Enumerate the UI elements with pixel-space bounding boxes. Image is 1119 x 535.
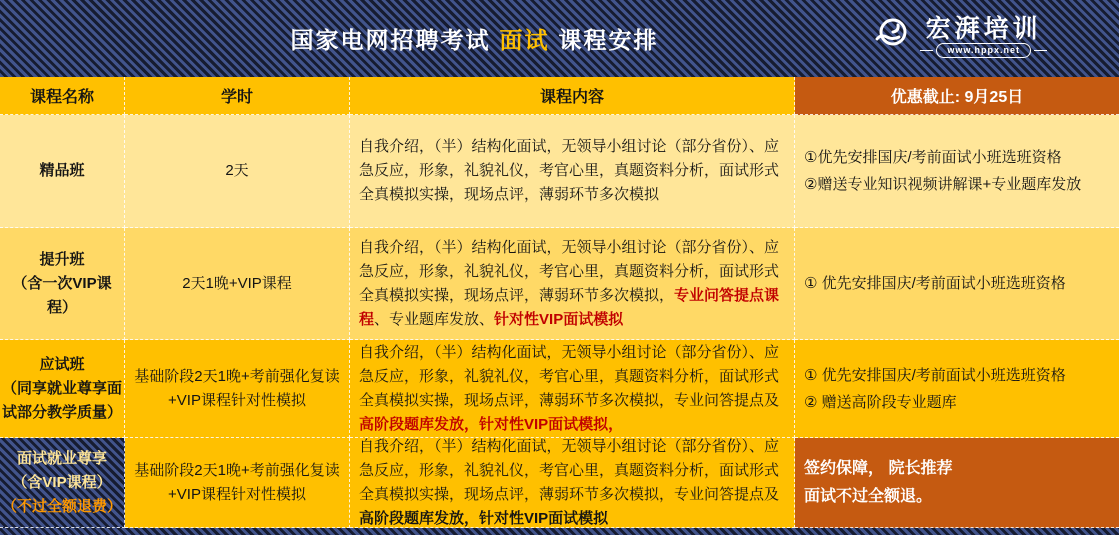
swirl-cloud-icon	[873, 15, 911, 58]
content-vip: 自我介绍，（半）结构化面试，无领导小组讨论（部分省份）、应急反应，形象，礼貌礼仪，考官心里，真题资料分析，面试形式全真模拟实操，现场点评，薄弱环节多次模拟，专业问答提点及高阶段题库发放，针对性VIP面试模拟	[350, 438, 795, 528]
content-jingpin: 自我介绍，（半）结构化面试，无领导小组讨论（部分省份）、应急反应，形象，礼貌礼仪，考官心里，真题资料分析，面试形式全真模拟实操，现场点评，薄弱环节多次模拟	[350, 115, 795, 228]
header-content: 课程内容	[350, 77, 795, 115]
hours-jingpin: 2天	[125, 115, 350, 228]
header-hours: 学时	[125, 77, 350, 115]
title-highlight: 面试	[499, 27, 550, 53]
logo-url-row	[920, 43, 1047, 58]
title-suffix: 课程安排	[558, 27, 659, 53]
logo-url: www.hppx.net	[936, 43, 1031, 58]
brand-logo	[873, 15, 1047, 58]
course-table	[0, 77, 1119, 528]
logo-brand: 宏湃培训	[925, 14, 1042, 43]
benefit-line: ① 优先安排国庆/考前面试小班选班资格	[804, 275, 1066, 292]
benefits-jingpin	[795, 115, 1119, 228]
header-course-name: 课程名称	[0, 77, 125, 115]
benefits-vip	[795, 438, 1119, 528]
refund-note: （不过全额退费）	[2, 497, 123, 515]
benefit-line: ② 赠送高阶段专业题库	[804, 393, 957, 411]
course-name-vip: 面试就业尊享 （含VIP课程） （不过全额退费）	[0, 438, 125, 528]
benefits-tisheng	[795, 228, 1119, 340]
course-name-jingpin: 精品班	[0, 115, 125, 228]
benefit-line: 面试不过全额退。	[804, 487, 933, 505]
content-yingshi: 自我介绍，（半）结构化面试，无领导小组讨论（部分省份）、应急反应，形象，礼貌礼仪，考官心里，真题资料分析，面试形式全真模拟实操，现场点评，薄弱环节多次模拟，专业问答提点及高阶段题库发放，针对性VIP面试模拟，	[350, 340, 795, 438]
header-deadline: 优惠截止: 9月25日	[795, 77, 1119, 115]
benefit-line: ①优先安排国庆/考前面试小班选班资格	[804, 149, 1062, 166]
benefits-yingshi	[795, 340, 1119, 438]
content-tisheng: 自我介绍，（半）结构化面试，无领导小组讨论（部分省份）、应急反应，形象，礼貌礼仪，考官心里，真题资料分析，面试形式全真模拟实操，现场点评，薄弱环节多次模拟，专业问答提点课程、专业题库发放、针对性VIP面试模拟	[350, 228, 795, 340]
title-prefix: 国家电网招聘考试	[290, 27, 491, 53]
banner	[0, 0, 1119, 77]
course-name-tisheng: 提升班 （含一次VIP课程）	[0, 228, 125, 340]
benefit-line: ②赠送专业知识视频讲解课+专业题库发放	[804, 176, 1082, 193]
hours-vip: 基础阶段2天1晚+考前强化复读+VIP课程针对性模拟	[125, 438, 350, 528]
benefit-line: ① 优先安排国庆/考前面试小班选班资格	[804, 366, 1066, 384]
hours-tisheng: 2天1晚+VIP课程	[125, 228, 350, 340]
logo-text	[920, 16, 1047, 58]
course-name-yingshi: 应试班 （同享就业尊享面试部分教学质量）	[0, 340, 125, 438]
benefit-line: 签约保障， 院长推荐	[804, 459, 953, 477]
hours-yingshi: 基础阶段2天1晚+考前强化复读+VIP课程针对性模拟	[125, 340, 350, 438]
bottom-border-strip	[0, 528, 1119, 535]
